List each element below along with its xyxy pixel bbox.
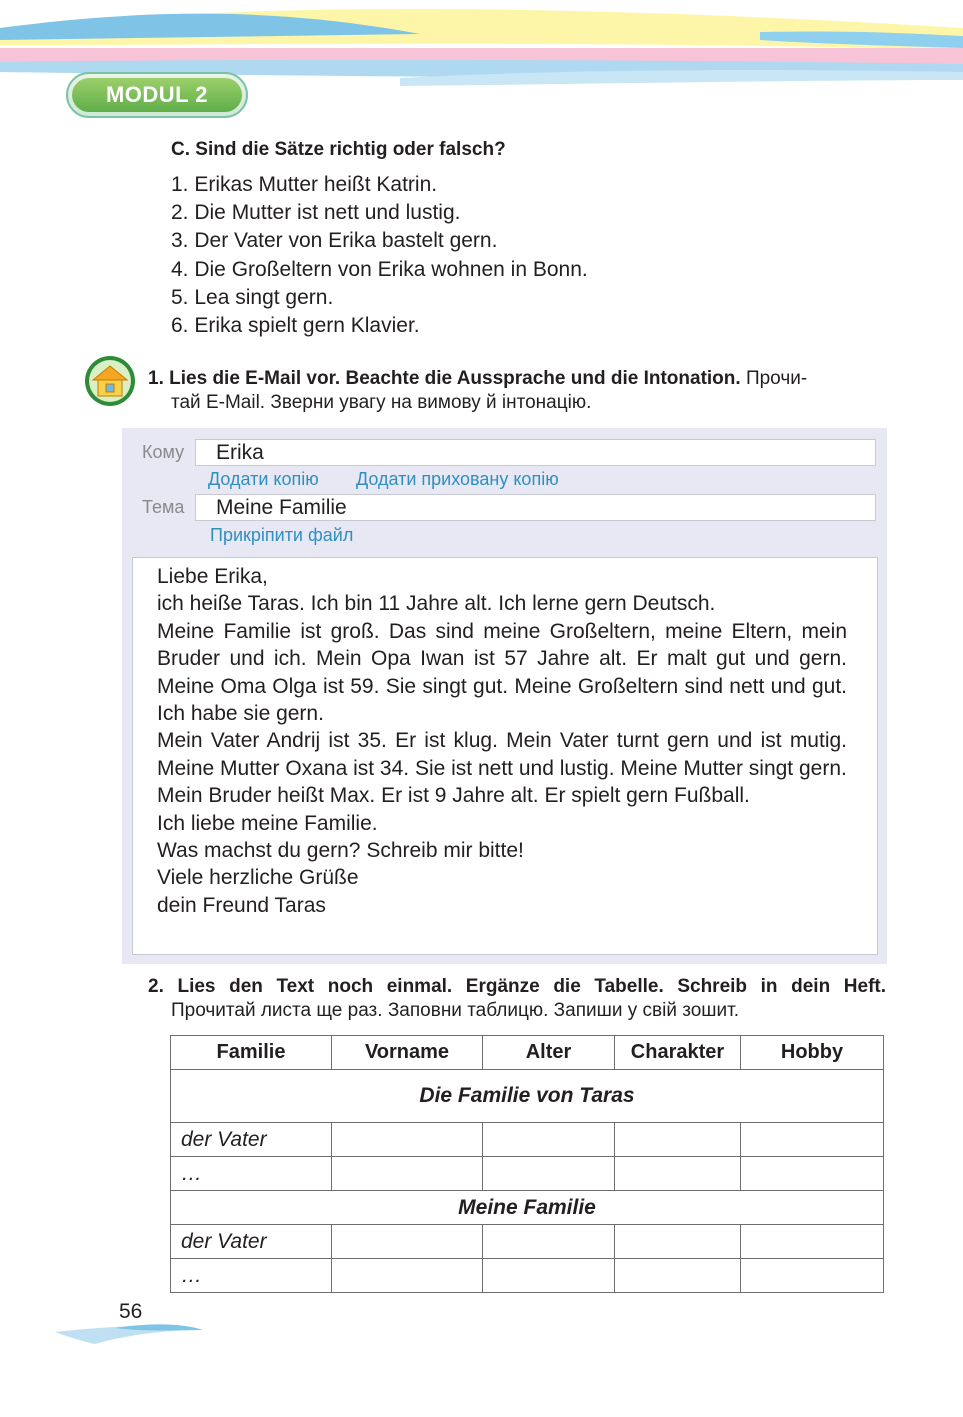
task-2-instruction-de: Lies den Text noch einmal. Ergänze die Tabelle. Schreib in dein Heft. [177, 976, 886, 997]
subject-label: Тема [142, 497, 185, 517]
table-cell [741, 1157, 884, 1191]
task-2-instruction [148, 975, 886, 1023]
list-item: 6. Erika spielt gern Klavier. [171, 314, 420, 338]
house-icon [84, 355, 136, 407]
table-section-row [171, 1070, 884, 1123]
email-line: Liebe Erika, [157, 565, 268, 588]
email-form [122, 428, 887, 964]
list-item: 2. Die Mutter ist nett und lustig. [171, 201, 461, 225]
task-1-instruction-ua: тай E-Mail. Зверни увагу на вимову й інтонацію. [171, 392, 592, 413]
family-table [170, 1035, 884, 1293]
table-cell [615, 1259, 741, 1293]
task-2-number: 2. [148, 976, 164, 997]
list-item: 1. Erikas Mutter heißt Katrin. [171, 173, 438, 196]
table-row [171, 1225, 884, 1259]
email-paragraph: Mein Vater Andrij ist 35. Er ist klug. Mein Vater turnt gern und ist mutig. Meine Mutter Oxana ist 34. Sie ist nett und lustig. Meine Mutter singt gern. [157, 729, 847, 780]
email-line: Ich liebe meine Familie. [157, 811, 378, 835]
column-header: Charakter [615, 1036, 741, 1070]
table-row [171, 1157, 884, 1191]
list-item: 4. Die Großeltern von Erika wohnen in Bonn. [171, 257, 588, 281]
table-cell: … [171, 1259, 332, 1293]
module-label: MODUL 2 [72, 78, 242, 112]
table-cell [615, 1225, 741, 1259]
true-false-list [171, 171, 588, 340]
task-2-instruction-ua: Прочитай листа ще раз. Заповни таблицю. Запиши у свій зошит. [171, 1000, 740, 1021]
table-cell: der Vater [171, 1123, 332, 1157]
subject-field[interactable]: Meine Familie [195, 494, 876, 521]
footer-wave-decoration [55, 1318, 215, 1348]
attach-file-link[interactable]: Прикріпити файл [210, 525, 354, 545]
add-cc-link[interactable]: Додати копію [208, 469, 319, 489]
module-badge [66, 72, 248, 118]
column-header: Alter [483, 1036, 615, 1070]
to-field[interactable]: Erika [195, 439, 876, 466]
table-row [171, 1259, 884, 1293]
table-section-row [171, 1191, 884, 1225]
add-bcc-link[interactable]: Додати приховану копію [356, 469, 559, 489]
section-title: Die Familie von Taras [171, 1070, 884, 1123]
to-label: Кому [142, 442, 185, 462]
column-header: Familie [171, 1036, 332, 1070]
email-signature: dein Freund Taras [157, 893, 326, 917]
column-header: Hobby [741, 1036, 884, 1070]
table-cell [615, 1157, 741, 1191]
column-header: Vorname [332, 1036, 483, 1070]
table-cell [332, 1259, 483, 1293]
email-line: Was machst du gern? Schreib mir bitte! [157, 839, 524, 863]
page-number: 56 [119, 1300, 143, 1323]
table-row [171, 1123, 884, 1157]
table-cell: … [171, 1157, 332, 1191]
task-1-instruction [148, 367, 886, 415]
table-cell [483, 1259, 615, 1293]
email-paragraph: Meine Familie ist groß. Das sind meine Großeltern, meine Eltern, mein Bruder und ich. Mein Opa Iwan ist 57 Jahre alt. Er malt gut und gern. Meine Oma Olga ist 59. Sie singt gut. Meine Großeltern sind nett und gut. Ich habe sie gern. [157, 619, 847, 726]
table-cell [332, 1225, 483, 1259]
table-cell [483, 1157, 615, 1191]
table-cell: der Vater [171, 1225, 332, 1259]
list-item: 5. Lea singt gern. [171, 285, 334, 309]
table-cell [332, 1123, 483, 1157]
section-title: Meine Familie [171, 1191, 884, 1225]
table-cell [741, 1123, 884, 1157]
table-cell [483, 1123, 615, 1157]
table-cell [741, 1225, 884, 1259]
table-cell [741, 1259, 884, 1293]
task-1-number: 1. [148, 368, 164, 389]
task-2-instruction-de-line [148, 975, 886, 999]
table-cell [483, 1225, 615, 1259]
list-item: 3. Der Vater von Erika bastelt gern. [171, 229, 498, 253]
table-cell [615, 1123, 741, 1157]
table-header-row [171, 1036, 884, 1070]
email-body[interactable] [132, 557, 878, 955]
section-c-title: C. Sind die Sätze richtig oder falsch? [171, 139, 506, 160]
email-line: Viele herzliche Grüße [157, 866, 359, 890]
task-1-instruction-de: Lies die E-Mail vor. Beachte die Aussprache und die Intonation. [169, 368, 741, 389]
email-line: Mein Bruder heißt Max. Er ist 9 Jahre alt. Er spielt gern Fußball. [157, 784, 750, 808]
table-cell [332, 1157, 483, 1191]
task-1-instruction-ua-start: Прочи- [745, 368, 808, 389]
email-body-text [157, 563, 847, 919]
email-line: ich heiße Taras. Ich bin 11 Jahre alt. Ich lerne gern Deutsch. [157, 592, 716, 616]
